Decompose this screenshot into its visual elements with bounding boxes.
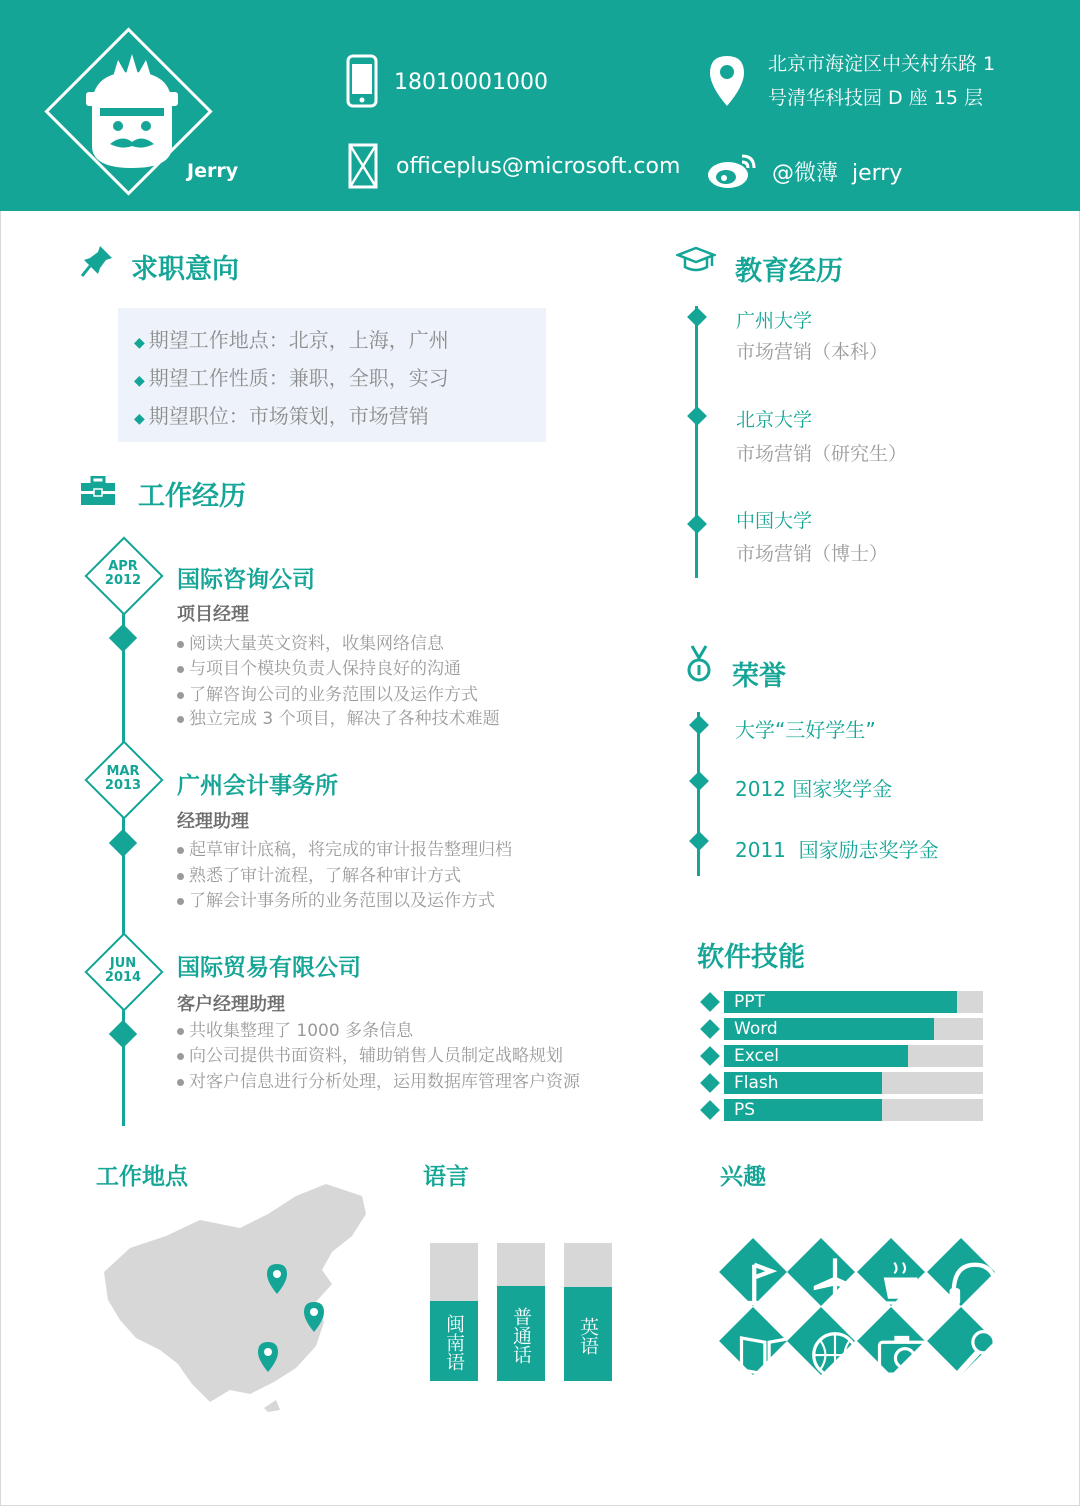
diamond-bullet-icon: ◆ <box>134 335 145 351</box>
date-month: MAR <box>106 764 140 779</box>
airplane-icon <box>801 1252 869 1320</box>
medal-icon <box>684 644 714 684</box>
honor-item: 大学“三好学生” <box>735 718 876 742</box>
language-name: 英语 <box>577 1317 599 1356</box>
education-title: 教育经历 <box>735 256 843 287</box>
diamond-bullet-icon: ◆ <box>134 373 145 389</box>
diamond-bullet-icon: ◆ <box>134 411 145 427</box>
address-line-2: 号清华科技园 D 座 15 层 <box>768 87 983 109</box>
work-location-title: 工作地点 <box>96 1164 188 1190</box>
skill-name: Word <box>734 1019 778 1039</box>
job-role: 项目经理 <box>177 604 249 625</box>
golf-icon <box>733 1252 801 1320</box>
school-name: 北京大学 <box>736 409 813 431</box>
microphone-icon <box>941 1321 1009 1389</box>
job-role: 客户经理助理 <box>177 994 285 1015</box>
avatar-icon <box>84 46 180 176</box>
graduation-cap-icon <box>676 246 716 274</box>
work-bullet: 与项目个模块负责人保持良好的沟通 <box>177 654 461 679</box>
camera-icon <box>871 1321 939 1389</box>
job-intent-item: ◆ 期望工作性质：兼职，全职，实习 <box>134 366 449 390</box>
job-intent-title: 求职意向 <box>131 254 239 285</box>
skill-bar-track <box>724 1045 983 1067</box>
date-year: 2013 <box>104 778 142 793</box>
headphones-icon <box>941 1252 1009 1320</box>
work-bullet: 了解会计事务所的业务范围以及运作方式 <box>177 886 495 911</box>
weibo-handle: @微薄 jerry <box>772 161 903 186</box>
school-major: 市场营销（本科） <box>736 341 889 363</box>
company-name: 国际咨询公司 <box>177 567 315 593</box>
school-name: 广州大学 <box>736 310 813 332</box>
job-intent-box <box>118 308 546 442</box>
school-major: 市场营销（研究生） <box>736 443 908 465</box>
date-month: JUN <box>109 956 137 971</box>
skill-bar-track <box>724 1072 983 1094</box>
skill-name: PS <box>734 1100 756 1120</box>
date-year: 2012 <box>104 573 142 588</box>
language-bar <box>564 1243 612 1381</box>
language-bar-fill <box>430 1301 478 1381</box>
company-name: 国际贸易有限公司 <box>177 955 361 981</box>
coffee-icon <box>871 1252 939 1320</box>
job-role: 经理助理 <box>177 811 249 832</box>
work-bullet: 阅读大量英文资料，收集网络信息 <box>177 629 444 654</box>
skill-name: Flash <box>734 1073 779 1093</box>
job-intent-item: ◆ 期望职位：市场策划，市场营销 <box>134 404 429 428</box>
skill-name: Excel <box>734 1046 780 1066</box>
honor-item: 2012 国家奖学金 <box>735 777 893 801</box>
honor-item: 2011 国家励志奖学金 <box>735 838 939 862</box>
email-address: officeplus@microsoft.com <box>396 154 681 179</box>
school-name: 中国大学 <box>736 510 813 532</box>
header-banner <box>0 0 1080 211</box>
company-name: 广州会计事务所 <box>177 773 338 799</box>
location-pin-icon <box>708 54 746 108</box>
phone-number: 18010001000 <box>394 70 548 95</box>
language-bar <box>497 1243 545 1381</box>
phone-icon <box>346 54 378 108</box>
education-timeline-line <box>695 306 698 578</box>
work-title: 工作经历 <box>138 481 246 512</box>
skills-title: 软件技能 <box>697 942 805 973</box>
language-name: 普通话 <box>510 1306 532 1364</box>
interests-title: 兴趣 <box>720 1164 766 1190</box>
pushpin-icon <box>80 244 114 278</box>
job-intent-item: ◆ 期望工作地点：北京，上海，广州 <box>134 328 449 352</box>
date-year: 2014 <box>104 970 142 985</box>
date-month: APR <box>108 559 138 574</box>
skill-bar-track <box>724 1018 983 1040</box>
book-icon <box>733 1321 801 1389</box>
skill-bar-track <box>724 991 983 1013</box>
languages-title: 语言 <box>423 1164 469 1190</box>
work-bullet: 了解咨询公司的业务范围以及运作方式 <box>177 680 478 705</box>
work-bullet: 对客户信息进行分析处理，运用数据库管理客户资源 <box>177 1067 580 1092</box>
weibo-icon <box>706 150 758 190</box>
language-name: 闽南语 <box>443 1314 465 1372</box>
language-bar <box>430 1243 478 1381</box>
work-bullet: 熟悉了审计流程，了解各种审计方式 <box>177 861 461 886</box>
work-bullet: 独立完成 3 个项目，解决了各种技术难题 <box>177 704 500 729</box>
honors-title: 荣誉 <box>732 661 786 692</box>
skill-name: PPT <box>734 992 765 1012</box>
school-major: 市场营销（博士） <box>736 543 889 565</box>
envelope-icon <box>348 143 378 189</box>
work-bullet: 起草审计底稿，将完成的审计报告整理归档 <box>177 835 512 860</box>
china-map <box>100 1184 370 1412</box>
skill-bar-track <box>724 1099 983 1121</box>
work-bullet: 向公司提供书面资料，辅助销售人员制定战略规划 <box>177 1041 563 1066</box>
basketball-icon <box>801 1321 869 1389</box>
briefcase-icon <box>80 476 116 506</box>
language-bar-fill <box>564 1287 612 1381</box>
language-bar-fill <box>497 1286 545 1381</box>
address-line-1: 北京市海淀区中关村东路 1 <box>768 53 996 75</box>
work-bullet: 共收集整理了 1000 多条信息 <box>177 1016 413 1041</box>
candidate-name: Jerry <box>187 160 239 182</box>
